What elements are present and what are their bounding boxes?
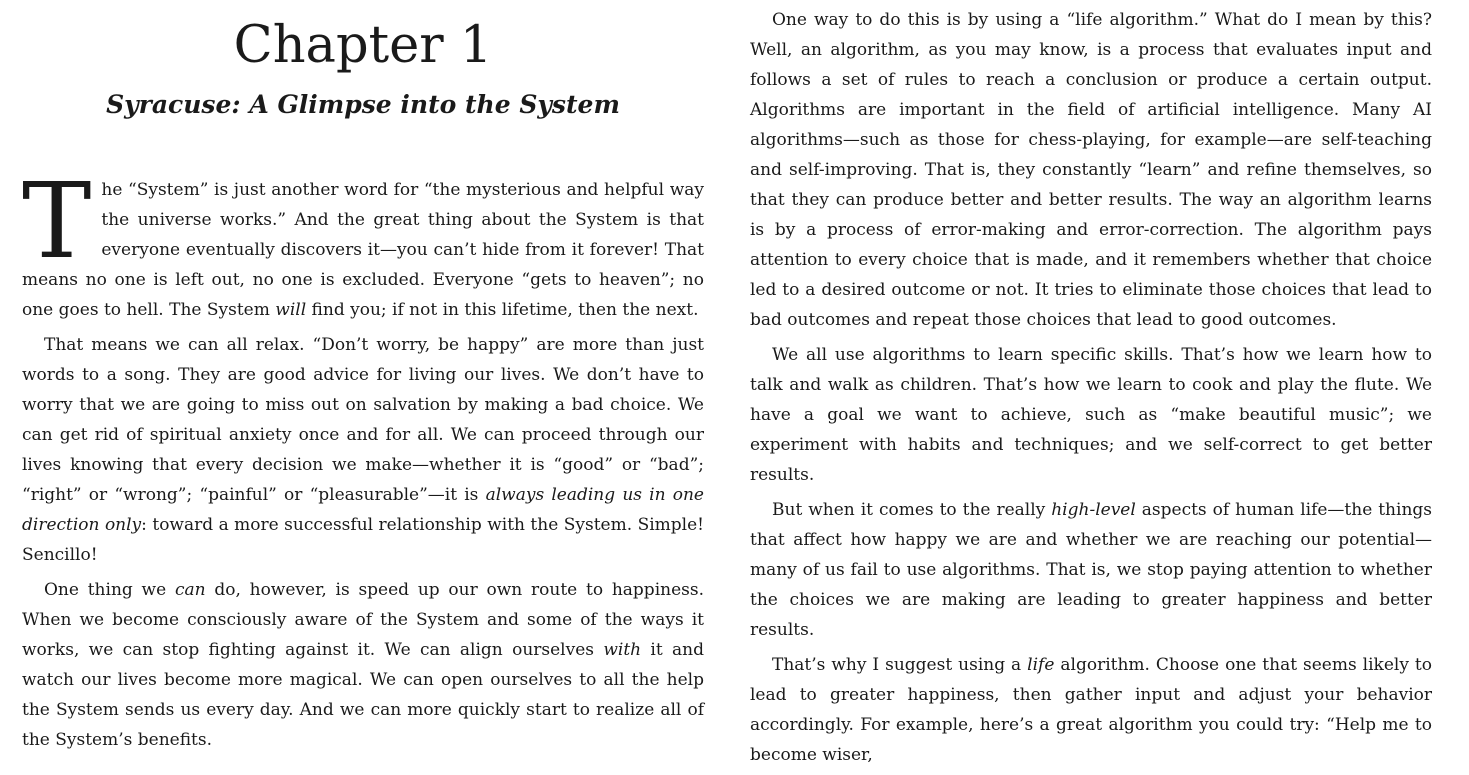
chapter-title: Chapter 1 (233, 16, 493, 75)
paragraph-6-text-a: But when it comes to the really (772, 500, 1052, 520)
paragraph-2-text-b: : toward a more successful relationship with the System. Simple! Sencillo! (22, 515, 704, 565)
paragraph-7-text-b: algorithm. Choose one that seems likely to lead to greater happiness, then gather input and adjust your behavior accordingly. For example, here’s a great algorithm you could try: “Help me to become wiser, (750, 655, 1432, 765)
paragraph-6 (750, 495, 1432, 645)
paragraph-6-text-b: aspects of human life—the things that affect how happy we are and whether we are reaching our potential—many of us fail to use algorithms. That is, we stop paying attention to whether the choices we are making are leading to greater happiness and better results. (750, 500, 1433, 640)
paragraph-3-text-b: do, however, is speed up our own route to happiness. When we become consciously aware of the System and some of the ways it works, we can stop fighting against it. We can align ourselves (22, 580, 704, 660)
paragraph-2 (22, 330, 704, 570)
paragraph-3-emphasis-a: can (174, 580, 206, 600)
paragraph-7-emphasis: life (1027, 655, 1055, 675)
paragraph-3-text-a: One thing we (44, 580, 175, 600)
paragraph-2-emphasis: always leading us in one direction only (22, 485, 704, 535)
paragraph-1-emphasis: will (275, 300, 307, 320)
paragraph-4: One way to do this is by using a “life algorithm.” What do I mean by this? Well, an algorithm, as you may know, is a process that evaluates input and follows a set of rules to reach a conclusion or produce a certain output. Algorithms are important in the field of artificial intelligence. Many AI algorithms—such as those for chess-playing, for example—are self-teaching and self-improving. That is, they constantly “learn” and refine themselves, so that they can produce better and better results. The way an algorithm learns is by a process of error-making and error-correction. The algorithm pays attention to every choice that is made, and it remembers whether that choice led to a desired outcome or not. It tries to eliminate those choices that lead to bad outcomes and repeat those choices that lead to good outcomes. (750, 10, 1432, 330)
chapter-subtitle: Syracuse: A Glimpse into the System (106, 90, 620, 119)
paragraph-6-emphasis: high-level (1051, 500, 1136, 520)
paragraph-1-text-b: find you; if not in this lifetime, then the next. (306, 300, 699, 320)
paragraph-7 (750, 650, 1432, 770)
paragraph-1 (22, 160, 704, 325)
paragraph-5: We all use algorithms to learn specific skills. That’s how we learn how to talk and walk as children. That’s how we learn to cook and play the flute. We have a goal we want to achieve, such as “make beautiful music”; we experiment with habits and techniques; and we self-correct to get better results. (750, 345, 1432, 485)
right-body-text (750, 5, 1432, 775)
paragraph-3-text-c: it and watch our lives become more magical. We can open ourselves to all the help the System sends us every day. And we can more quickly start to realize all of the System’s benefits. (22, 640, 704, 750)
paragraph-3 (22, 575, 704, 755)
paragraph-2-text-a: That means we can all relax. “Don’t worry, be happy” are more than just words to a song. They are good advice for living our lives. We don’t have to worry that we are going to miss out on salvation by making a bad choice. We can get rid of spiritual anxiety once and for all. We can proceed through our lives knowing that every decision we make—whether it is “good” or “bad”; “right” or “wrong”; “painful” or “pleasurable”—it is (22, 335, 704, 505)
left-body-text (22, 160, 704, 760)
paragraph-3-emphasis-b: with (603, 640, 642, 660)
paragraph-7-text-a: That’s why I suggest using a (772, 655, 1028, 675)
drop-cap: T (22, 160, 92, 282)
paragraph-1-text-a: he “System” is just another word for “the mysterious and helpful way the universe works.” And the great thing about the System is that everyone eventually discovers it—you can’t hide from it forever! That means no one is left out, no one is excluded. Everyone “gets to heaven”; no one goes to hell. The System (22, 180, 704, 320)
